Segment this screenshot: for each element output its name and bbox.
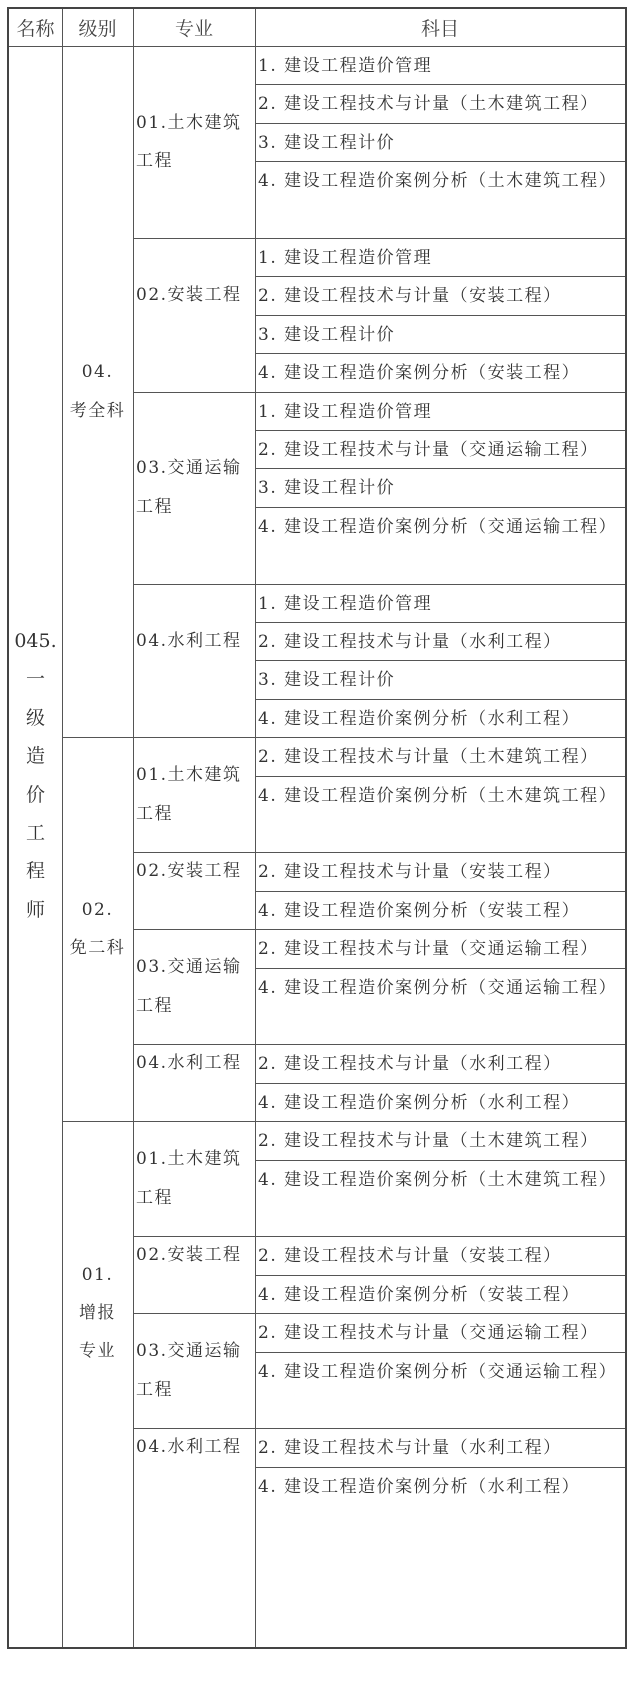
- subject-cell: 4. 建设工程造价案例分析（水利工程）: [258, 708, 581, 729]
- subject-cell: 2. 建设工程技术与计量（安装工程）: [258, 862, 562, 883]
- subject-cell: 2. 建设工程技术与计量（土木建筑工程）: [258, 94, 599, 115]
- header-subject: 科目: [420, 18, 459, 40]
- subject-cell: 4. 建设工程造价案例分析（交通运输工程）: [258, 516, 618, 537]
- level-cell: 02. 免二科: [69, 899, 126, 959]
- exam-subject-table: [7, 7, 627, 1649]
- level-cell: 04. 考全科: [69, 362, 126, 421]
- major-cell: 04.水利工程: [136, 1053, 242, 1074]
- subject-cell: 1. 建设工程造价管理: [258, 56, 433, 76]
- subject-cell: 4. 建设工程造价案例分析（交通运输工程）: [258, 1361, 618, 1382]
- header-name: 名称: [16, 18, 55, 40]
- major-cell: 01.土木建筑工程: [136, 1149, 242, 1208]
- major-cell: 04.水利工程: [136, 630, 242, 651]
- subject-cell: 2. 建设工程技术与计量（交通运输工程）: [258, 1323, 599, 1344]
- major-cell: 01.土木建筑工程: [136, 112, 242, 171]
- subject-cell: 3. 建设工程计价: [258, 132, 396, 153]
- exam-name-cell: 045. 一 级 造 价 工 程 师: [14, 630, 57, 921]
- column-divider: [62, 9, 63, 1647]
- subject-cell: 2. 建设工程技术与计量（水利工程）: [258, 1054, 562, 1075]
- subject-cell: 3. 建设工程计价: [258, 670, 396, 691]
- subject-cell: 4. 建设工程造价案例分析（水利工程）: [258, 1092, 581, 1113]
- subject-cell: 3. 建设工程计价: [258, 324, 396, 345]
- major-cell: 03.交通运输工程: [136, 957, 242, 1016]
- subject-cell: 2. 建设工程技术与计量（土木建筑工程）: [258, 1131, 599, 1152]
- major-cell: 03.交通运输工程: [136, 1341, 242, 1400]
- subject-cell: 4. 建设工程造价案例分析（水利工程）: [258, 1476, 581, 1497]
- subject-cell: 1. 建设工程造价管理: [258, 248, 433, 268]
- subject-cell: 1. 建设工程造价管理: [258, 593, 433, 614]
- level-cell: 01. 增报 专业: [79, 1264, 116, 1362]
- subject-cell: 4. 建设工程造价案例分析（土木建筑工程）: [258, 1169, 618, 1190]
- major-cell: 02.安装工程: [136, 285, 242, 306]
- header-major: 专业: [174, 18, 213, 40]
- subject-cell: 2. 建设工程技术与计量（安装工程）: [258, 286, 562, 307]
- subject-cell: 2. 建设工程技术与计量（安装工程）: [258, 1246, 562, 1267]
- subject-cell: 2. 建设工程技术与计量（水利工程）: [258, 1438, 562, 1459]
- subject-cell: 4. 建设工程造价案例分析（交通运输工程）: [258, 977, 618, 998]
- column-divider: [133, 9, 134, 1647]
- subject-cell: 4. 建设工程造价案例分析（土木建筑工程）: [258, 785, 618, 806]
- major-cell: 03.交通运输工程: [136, 458, 242, 517]
- header-level: 级别: [78, 18, 117, 40]
- subject-cell: 3. 建设工程计价: [258, 478, 396, 499]
- subject-cell: 4. 建设工程造价案例分析（安装工程）: [258, 363, 581, 384]
- subject-cell: 4. 建设工程造价案例分析（安装工程）: [258, 900, 581, 921]
- subject-cell: 2. 建设工程技术与计量（土木建筑工程）: [258, 747, 599, 768]
- subject-cell: 2. 建设工程技术与计量（交通运输工程）: [258, 939, 599, 960]
- major-cell: 02.安装工程: [136, 861, 242, 882]
- subject-cell: 2. 建设工程技术与计量（交通运输工程）: [258, 440, 599, 460]
- subject-cell: 4. 建设工程造价案例分析（安装工程）: [258, 1284, 581, 1305]
- major-cell: 02.安装工程: [136, 1245, 242, 1266]
- column-divider: [255, 9, 256, 1647]
- subject-cell: 2. 建设工程技术与计量（水利工程）: [258, 632, 562, 652]
- subject-cell: 1. 建设工程造价管理: [258, 401, 433, 422]
- major-cell: 04.水利工程: [136, 1437, 242, 1458]
- major-cell: 01.土木建筑工程: [136, 765, 242, 824]
- subject-cell: 4. 建设工程造价案例分析（土木建筑工程）: [258, 171, 618, 192]
